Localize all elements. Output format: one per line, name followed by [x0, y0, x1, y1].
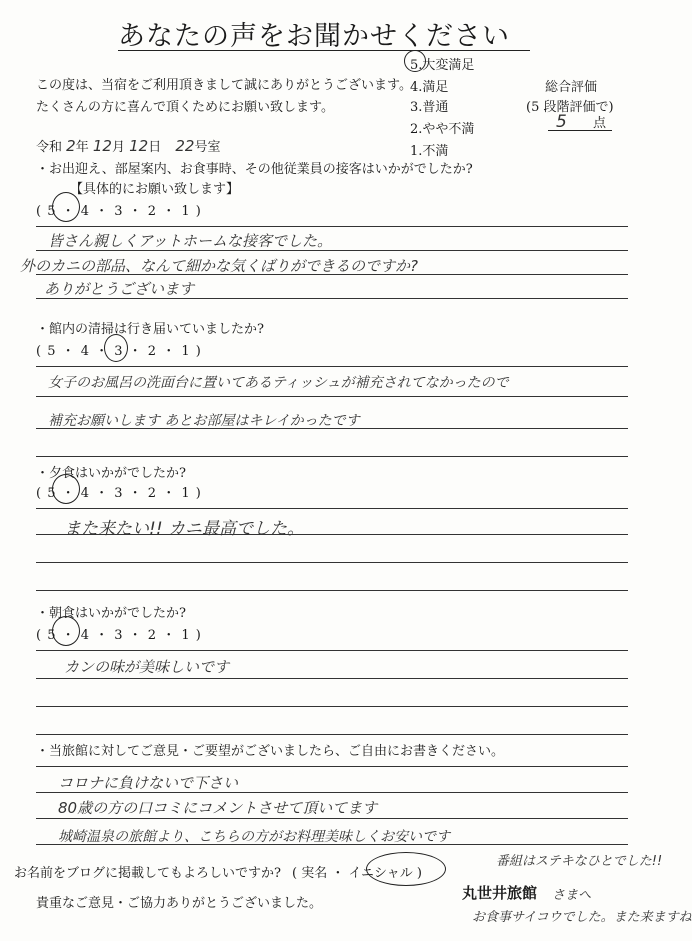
- q2-answer-2: 補充お願いします あとお部屋はキレイかったです: [48, 413, 360, 429]
- date-month: 12: [92, 137, 112, 155]
- room-number: 22: [175, 137, 195, 155]
- closing-note: お食事サイコウでした。また来ますね: [472, 910, 692, 925]
- q2-rule-1: [36, 366, 628, 367]
- thanks-text: 貴重なご意見・ご協力ありがとうございました。: [36, 896, 323, 911]
- overall-subtitle: (5 段階評価で): [526, 100, 614, 115]
- intro-line-2: たくさんの方に喜んで頂くためにお願い致します。: [36, 100, 334, 115]
- year-unit: 年: [75, 140, 89, 155]
- q3-rule-4: [36, 590, 628, 591]
- q2-selected-circle: [104, 334, 128, 362]
- q4-rule-3: [36, 706, 628, 707]
- q5-rule-1: [36, 766, 628, 767]
- q3-scale: ( 5 ・ 4 ・ 3 ・ 2 ・ 1 ): [36, 486, 202, 501]
- q4-question: ・朝食はいかがでしたか?: [36, 606, 186, 621]
- day-unit: 日: [148, 140, 162, 155]
- blog-question: お名前をブログに掲載してもよろしいですか?: [14, 866, 281, 881]
- form-title: あなたの声をお聞かせください: [118, 21, 510, 52]
- inn-note: さまへ: [552, 888, 592, 903]
- overall-score-line: [548, 130, 612, 131]
- q1-selected-circle: [52, 192, 80, 222]
- q1-answer-2: 外のカニの部品、なんて細かな気くばりができるのですか?: [20, 257, 418, 275]
- rating-1: 1.不満: [410, 144, 449, 159]
- rating-5-circle: [404, 50, 426, 72]
- q1-question: ・お出迎え、部屋案内、お食事時、その他従業員の接客はいかがでしたか?: [36, 162, 473, 177]
- q1-rule-1: [36, 226, 628, 227]
- rating-2: 2.やや不満: [410, 122, 475, 137]
- overall-score-value: 5: [556, 112, 567, 132]
- q2-question: ・館内の清掃は行き届いていましたか?: [36, 322, 264, 337]
- q3-rule-1: [36, 508, 628, 509]
- rating-3: 3.普通: [410, 100, 449, 115]
- q3-question: ・夕食はいかがでしたか?: [36, 466, 186, 481]
- blog-options: ( 実名 ・ イニシャル ): [292, 866, 422, 881]
- rating-4: 4.満足: [410, 80, 449, 95]
- room-unit: 号室: [194, 140, 221, 155]
- date-room: [36, 136, 220, 155]
- q3-rule-3: [36, 562, 628, 563]
- q2-answer-1: 女子のお風呂の洗面台に置いてあるティッシュが補充されてなかったので: [48, 375, 509, 391]
- q4-rule-2: [36, 678, 628, 679]
- date-year: 2: [66, 137, 76, 155]
- q4-selected-circle: [52, 616, 80, 646]
- q3-answer-1: また来たい!! カニ最高でした。: [64, 519, 305, 539]
- q1-answer-3: ありがとうございます: [44, 280, 195, 298]
- q3-selected-circle: [52, 474, 80, 504]
- side-note: 番組はステキなひとでした!!: [496, 854, 663, 869]
- month-unit: 月: [111, 140, 125, 155]
- era: 令和: [36, 140, 63, 155]
- q5-answer-1: コロナに負けないで下さい: [58, 774, 239, 792]
- overall-score-unit: 点: [592, 116, 606, 131]
- q1-answer-1: 皆さん親しくアットホームな接客でした。: [48, 232, 332, 250]
- intro-line-1: この度は、当宿をご利用頂きまして誠にありがとうございます。: [36, 78, 412, 93]
- overall-score: [556, 112, 606, 132]
- date-day: 12: [129, 137, 149, 155]
- q1-scale: ( 5 ・ 4 ・ 3 ・ 2 ・ 1 ): [36, 204, 202, 219]
- q2-rule-2: [36, 396, 628, 397]
- rating-5: 5.大変満足: [410, 58, 475, 73]
- inn-name: 丸世井旅館: [462, 884, 538, 902]
- q2-scale: ( 5 ・ 4 ・ 3 ・ 2 ・ 1 ): [36, 344, 202, 359]
- q4-answer-1: カンの味が美味しいです: [64, 658, 230, 676]
- q5-answer-2: 80歳の方の口コミにコメントさせて頂いてます: [58, 799, 378, 817]
- q1-note: 【具体的にお願い致します】: [70, 182, 240, 197]
- q4-scale: ( 5 ・ 4 ・ 3 ・ 2 ・ 1 ): [36, 628, 202, 643]
- q4-rule-1: [36, 650, 628, 651]
- overall-title: 総合評価: [545, 80, 598, 95]
- q5-answer-3: 城崎温泉の旅館より、こちらの方がお料理美味しくお安いです: [58, 829, 450, 845]
- q5-question: ・当旅館に対してご意見・ご要望がございましたら、ご自由にお書きください。: [36, 744, 505, 759]
- q2-rule-4: [36, 456, 628, 457]
- title-underline: [118, 50, 530, 51]
- blog-selected-circle: [366, 852, 446, 886]
- q4-rule-4: [36, 734, 628, 735]
- q5-rule-3: [36, 818, 628, 819]
